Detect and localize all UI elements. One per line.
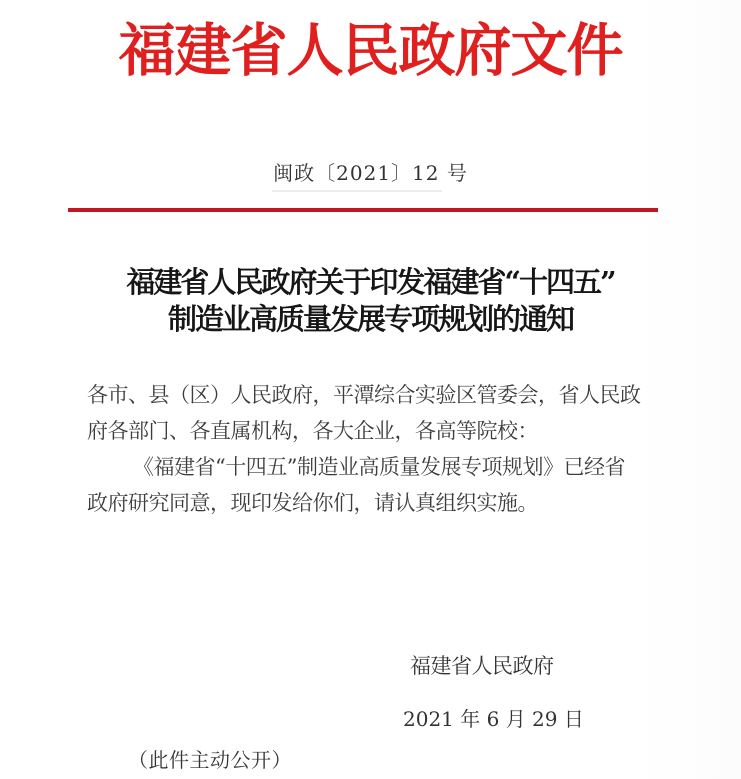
letterhead-title: 福建省人民政府文件 xyxy=(118,17,623,84)
document-title-line-2: 制造业高质量发展专项规划的通知 xyxy=(167,302,573,336)
body-line-3: 《福建省“十四五”制造业高质量发展专项规划》已经省 xyxy=(133,455,625,479)
document-title-line-1: 福建省人民政府关于印发福建省“十四五” xyxy=(126,265,615,299)
signature-issuer: 福建省人民政府 xyxy=(410,654,554,678)
document-title xyxy=(0,264,741,338)
body-line-2: 府各部门、各直属机构，各大企业，各高等院校： xyxy=(87,419,538,443)
red-divider-rule xyxy=(68,208,658,212)
disclosure-note: （此件主动公开） xyxy=(128,748,292,772)
body-text xyxy=(87,377,641,521)
document-number: 闽政〔2021〕12 号 xyxy=(273,161,468,185)
scan-artifact-line xyxy=(272,190,442,192)
body-line-1: 各市、县（区）人民政府，平潭综合实验区管委会，省人民政 xyxy=(87,383,641,407)
body-line-4: 政府研究同意，现印发给你们，请认真组织实施。 xyxy=(87,491,538,515)
signature-date: 2021 年 6 月 29 日 xyxy=(403,707,584,731)
